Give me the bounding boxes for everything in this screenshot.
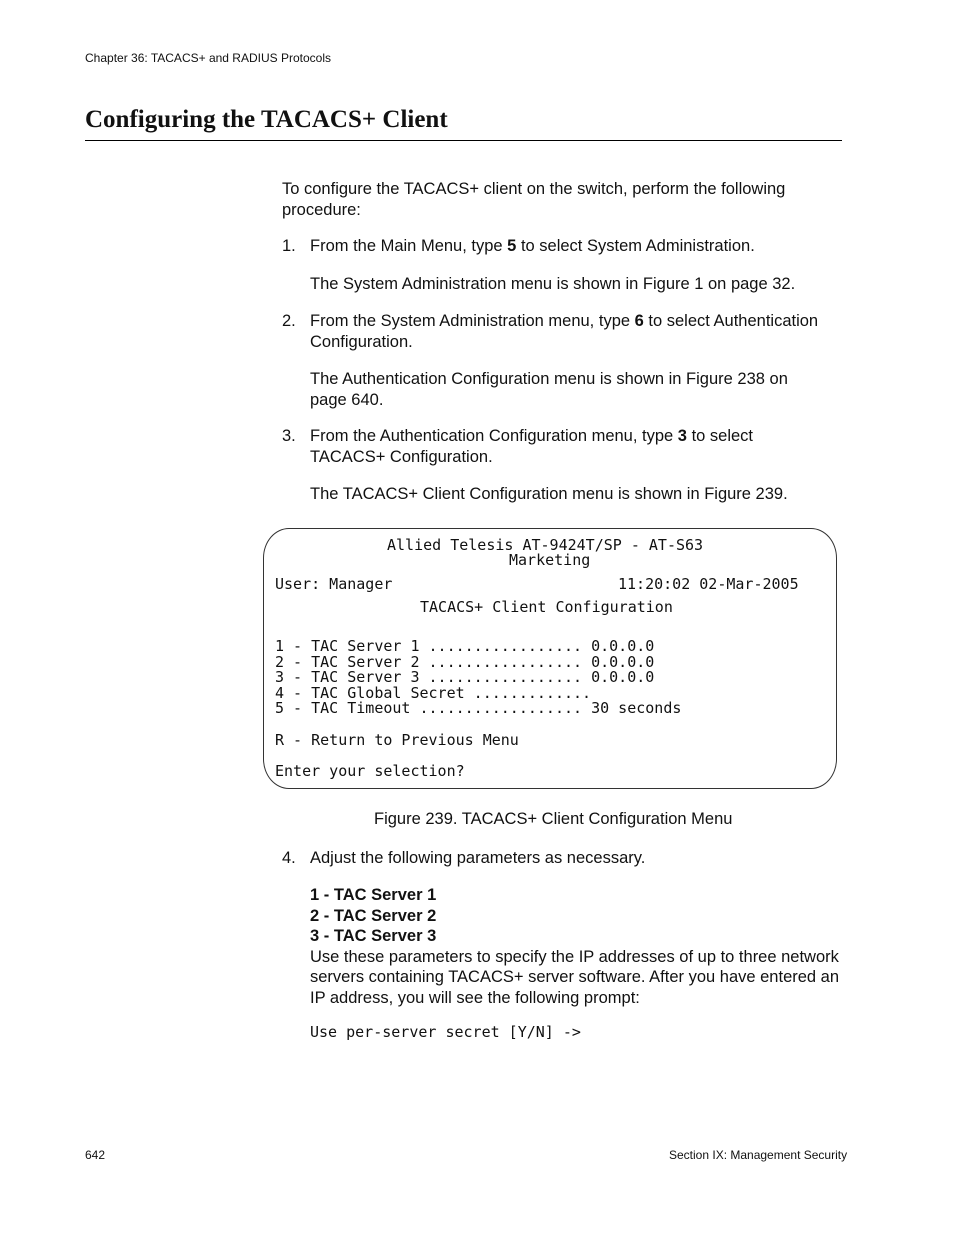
- figure-caption: Figure 239. TACACS+ Client Configuration Menu: [374, 810, 733, 828]
- step-text: Adjust the following parameters as necessary.: [310, 849, 646, 867]
- step-text-post: to select TACACS+ Configuration.: [310, 427, 754, 466]
- step-3-note: The TACACS+ Client Configuration menu is shown in Figure 239.: [310, 485, 788, 503]
- step-4-section: [282, 848, 842, 1018]
- chapter-header: Chapter 36: TACACS+ and RADIUS Protocols: [85, 51, 331, 65]
- procedure-body: [282, 179, 842, 509]
- screen-menu-item: 3 - TAC Server 3 ................. 0.0.0.0: [275, 668, 655, 686]
- screen-menu-title: TACACS+ Client Configuration: [420, 598, 673, 616]
- step-2-note: The Authentication Configuration menu is shown in Figure 238 on page 640.: [310, 370, 788, 409]
- per-server-secret-prompt: Use per-server secret [Y/N] ->: [310, 1023, 581, 1041]
- terminal-screen-figure: [263, 528, 837, 789]
- step-number: 4.: [282, 849, 296, 867]
- step-key: 6: [634, 312, 644, 330]
- step-text: [310, 236, 842, 257]
- title-rule: [85, 140, 842, 141]
- screen-user: User: Manager: [275, 575, 393, 593]
- step-1-note: The System Administration menu is shown in Figure 1 on page 32.: [310, 275, 796, 293]
- step-number: 1.: [282, 237, 296, 255]
- screen-menu-item: 1 - TAC Server 1 ................. 0.0.0.0: [275, 637, 655, 655]
- param-description: Use these parameters to specify the IP addresses of up to three network servers containing TACACS+ server software. After you have entered an IP address, you will see the following prompt:: [310, 947, 840, 1007]
- step-text-pre: From the Main Menu, type: [310, 237, 508, 255]
- param-title: 3 - TAC Server 3: [310, 927, 437, 945]
- step-number: 2.: [282, 312, 296, 330]
- step-text-pre: From the System Administration menu, type: [310, 312, 635, 330]
- step-key: 3: [677, 427, 687, 445]
- step-key: 5: [507, 237, 517, 255]
- step-text-post: to select Authentication Configuration.: [310, 312, 819, 351]
- page-number: 642: [85, 1148, 106, 1162]
- screen-menu-item: 5 - TAC Timeout .................. 30 seconds: [275, 699, 682, 717]
- screen-menu-item: 4 - TAC Global Secret .............: [275, 683, 592, 702]
- screen-menu-item: 2 - TAC Server 2 ................. 0.0.0.0: [275, 652, 655, 671]
- step-text-post: to select System Administration.: [516, 237, 755, 255]
- screen-return-option: R - Return to Previous Menu: [275, 731, 519, 749]
- param-title: 1 - TAC Server 1: [310, 886, 437, 904]
- step-number: 3.: [282, 427, 296, 445]
- screen-location: Marketing: [509, 551, 591, 569]
- screen-device-name: Allied Telesis AT-9424T/SP - AT-S63: [387, 536, 704, 554]
- step-text: [310, 311, 842, 352]
- param-title: 2 - TAC Server 2: [310, 906, 437, 925]
- screen-selection-prompt: Enter your selection?: [275, 762, 465, 780]
- page-title: Configuring the TACACS+ Client: [85, 106, 448, 133]
- section-footer: Section IX: Management Security: [669, 1148, 848, 1162]
- step-text: [310, 426, 780, 467]
- screen-timestamp: 11:20:02 02-Mar-2005: [618, 575, 799, 593]
- intro-paragraph: To configure the TACACS+ client on the switch, perform the following procedure:: [282, 180, 786, 219]
- step-text-pre: From the Authentication Configuration menu, type: [310, 427, 678, 445]
